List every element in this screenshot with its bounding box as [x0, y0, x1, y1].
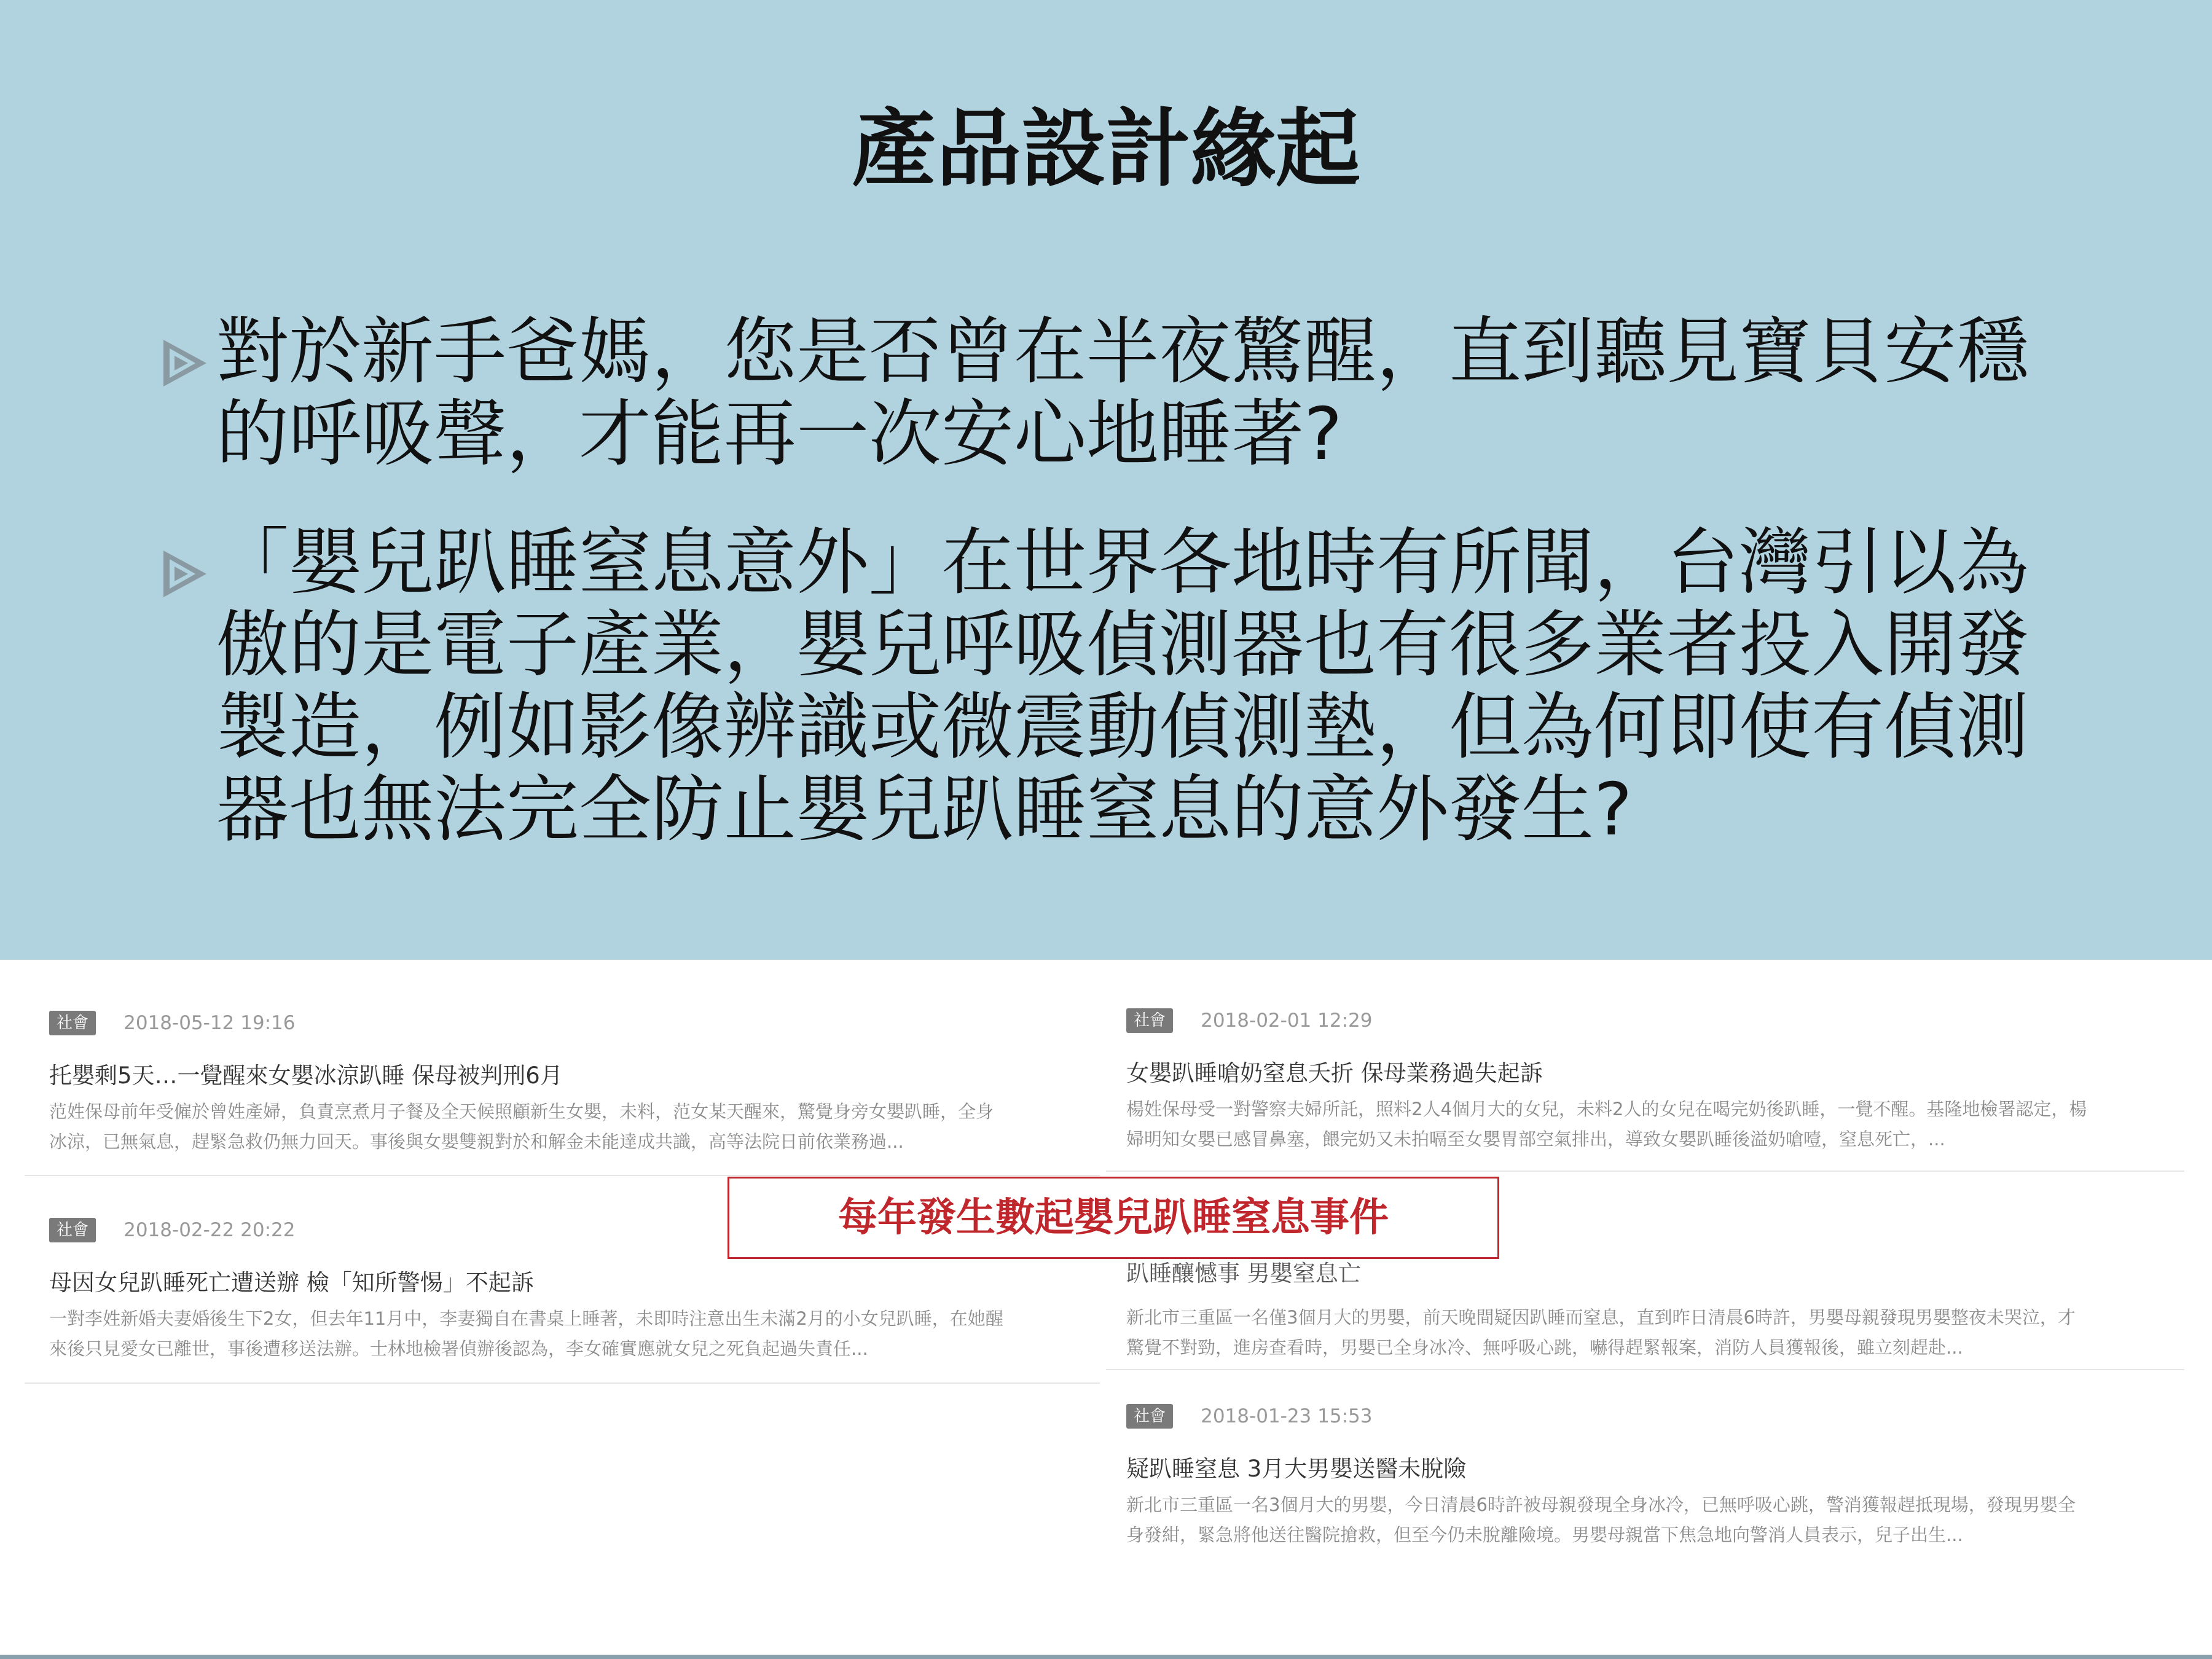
- divider: [1106, 1369, 2184, 1370]
- bullet-arrow-icon: [161, 337, 209, 389]
- news-summary: [1126, 1303, 2195, 1363]
- slide-title: 產品設計緣起: [851, 100, 1360, 198]
- news-summary: [49, 1097, 1118, 1157]
- news-headline[interactable]: 疑趴睡窒息 3月大男嬰送醫未脫險: [1126, 1456, 1467, 1482]
- news-card[interactable]: [1126, 1008, 2208, 1168]
- bullet-2-line-1: 「嬰兒趴睡窒息意外」在世界各地時有所聞，台灣引以為: [216, 520, 2030, 605]
- news-meta: [49, 1011, 295, 1041]
- summary-line: 冰涼，已無氣息，趕緊急救仍無力回天。事後與女嬰雙親對於和解金未能達成共識，高等法院日前依業務過...: [49, 1131, 904, 1152]
- summary-line: 驚覺不對勁，進房查看時，男嬰已全身冰冷、無呼吸心跳，嚇得趕緊報案，消防人員獲報後，雖立刻趕赴...: [1126, 1337, 1963, 1358]
- summary-line: 新北市三重區一名3個月大的男嬰，今日清晨6時許被母親發現全身冰冷，已無呼吸心跳，警消獲報趕抵現場，發現男嬰全: [1126, 1494, 2076, 1515]
- news-date: 2018-05-12 19:16: [124, 1012, 296, 1034]
- summary-line: 楊姓保母受一對警察夫婦所託，照料2人4個月大的女兒，未料2人的女兒在喝完奶後趴睡，一覺不醒。基隆地檢署認定，楊: [1126, 1099, 2087, 1120]
- news-card[interactable]: [49, 1011, 1131, 1171]
- bullet-2-line-4: 器也無法完全防止嬰兒趴睡窒息的意外發生?: [216, 767, 1633, 852]
- bullet-1-text: [216, 310, 2060, 475]
- divider: [25, 1175, 1100, 1176]
- summary-line: 身發紺，緊急將他送往醫院搶救，但至今仍未脫離險境。男嬰母親當下焦急地向警消人員表示，兒子出生...: [1126, 1524, 1963, 1545]
- category-badge: 社會: [1126, 1008, 1173, 1033]
- summary-line: 一對李姓新婚夫妻婚後生下2女，但去年11月中，李妻獨自在書桌上睡著，未即時注意出生未滿2月的小女兒趴睡，在她醒: [49, 1308, 1003, 1329]
- news-meta: [1126, 1404, 1372, 1435]
- category-badge: 社會: [49, 1218, 96, 1242]
- news-date: 2018-02-01 12:29: [1201, 1010, 1373, 1032]
- news-headline[interactable]: 女嬰趴睡嗆奶窒息夭折 保母業務過失起訴: [1126, 1060, 1543, 1086]
- news-headline[interactable]: 母因女兒趴睡死亡遭送辦 檢「知所警惕」不起訴: [49, 1269, 534, 1296]
- bullet-2-text: [216, 521, 2060, 850]
- category-badge: 社會: [49, 1011, 96, 1035]
- bottom-rule: [0, 1655, 2212, 1659]
- news-headline[interactable]: 托嬰剩5天…一覺醒來女嬰冰涼趴睡 保母被判刑6月: [49, 1062, 563, 1089]
- bullet-arrow-icon: [161, 548, 209, 600]
- news-card[interactable]: [1126, 1404, 2208, 1564]
- bullet-2-line-3: 製造，例如影像辨識或微震動偵測墊，但為何即使有偵測: [216, 684, 2030, 769]
- news-summary: [49, 1304, 1118, 1364]
- summary-line: 新北市三重區一名僅3個月大的男嬰，前天晚間疑因趴睡而窒息，直到昨日清晨6時許，男嬰母親發現男嬰整夜未哭泣，才: [1126, 1307, 2076, 1328]
- bullet-1-line-2: 的呼吸聲，才能再一次安心地睡著?: [216, 391, 1343, 476]
- summary-line: 婦明知女嬰已感冒鼻塞，餵完奶又未拍嗝至女嬰胃部空氣排出，導致女嬰趴睡後溢奶嗆噎，窒息死亡，...: [1126, 1129, 1945, 1150]
- news-meta: [49, 1218, 295, 1249]
- news-summary: [1126, 1490, 2195, 1550]
- divider: [1106, 1171, 2184, 1172]
- summary-line: 范姓保母前年受僱於曾姓產婦，負責烹煮月子餐及全天候照顧新生女嬰，未料，范女某天醒來，驚覺身旁女嬰趴睡，全身: [49, 1101, 994, 1122]
- divider: [25, 1382, 1100, 1384]
- news-date: 2018-02-22 20:22: [124, 1219, 296, 1241]
- news-date: 2018-01-23 15:53: [1201, 1405, 1373, 1427]
- bullet-1-line-1: 對於新手爸媽，您是否曾在半夜驚醒，直到聽見寶貝安穩: [216, 309, 2030, 394]
- bullet-2-line-2: 傲的是電子產業，嬰兒呼吸偵測器也有很多業者投入開發: [216, 602, 2030, 687]
- news-headline[interactable]: 趴睡釀憾事 男嬰窒息亡: [1126, 1260, 1361, 1287]
- callout-box: 每年發生數起嬰兒趴睡窒息事件: [728, 1177, 1499, 1259]
- summary-line: 來後只見愛女已離世，事後遭移送法辦。士林地檢署偵辦後認為，李女確實應就女兒之死負起過失責任...: [49, 1338, 868, 1359]
- news-summary: [1126, 1094, 2195, 1155]
- news-meta: [1126, 1008, 1372, 1039]
- category-badge: 社會: [1126, 1404, 1173, 1429]
